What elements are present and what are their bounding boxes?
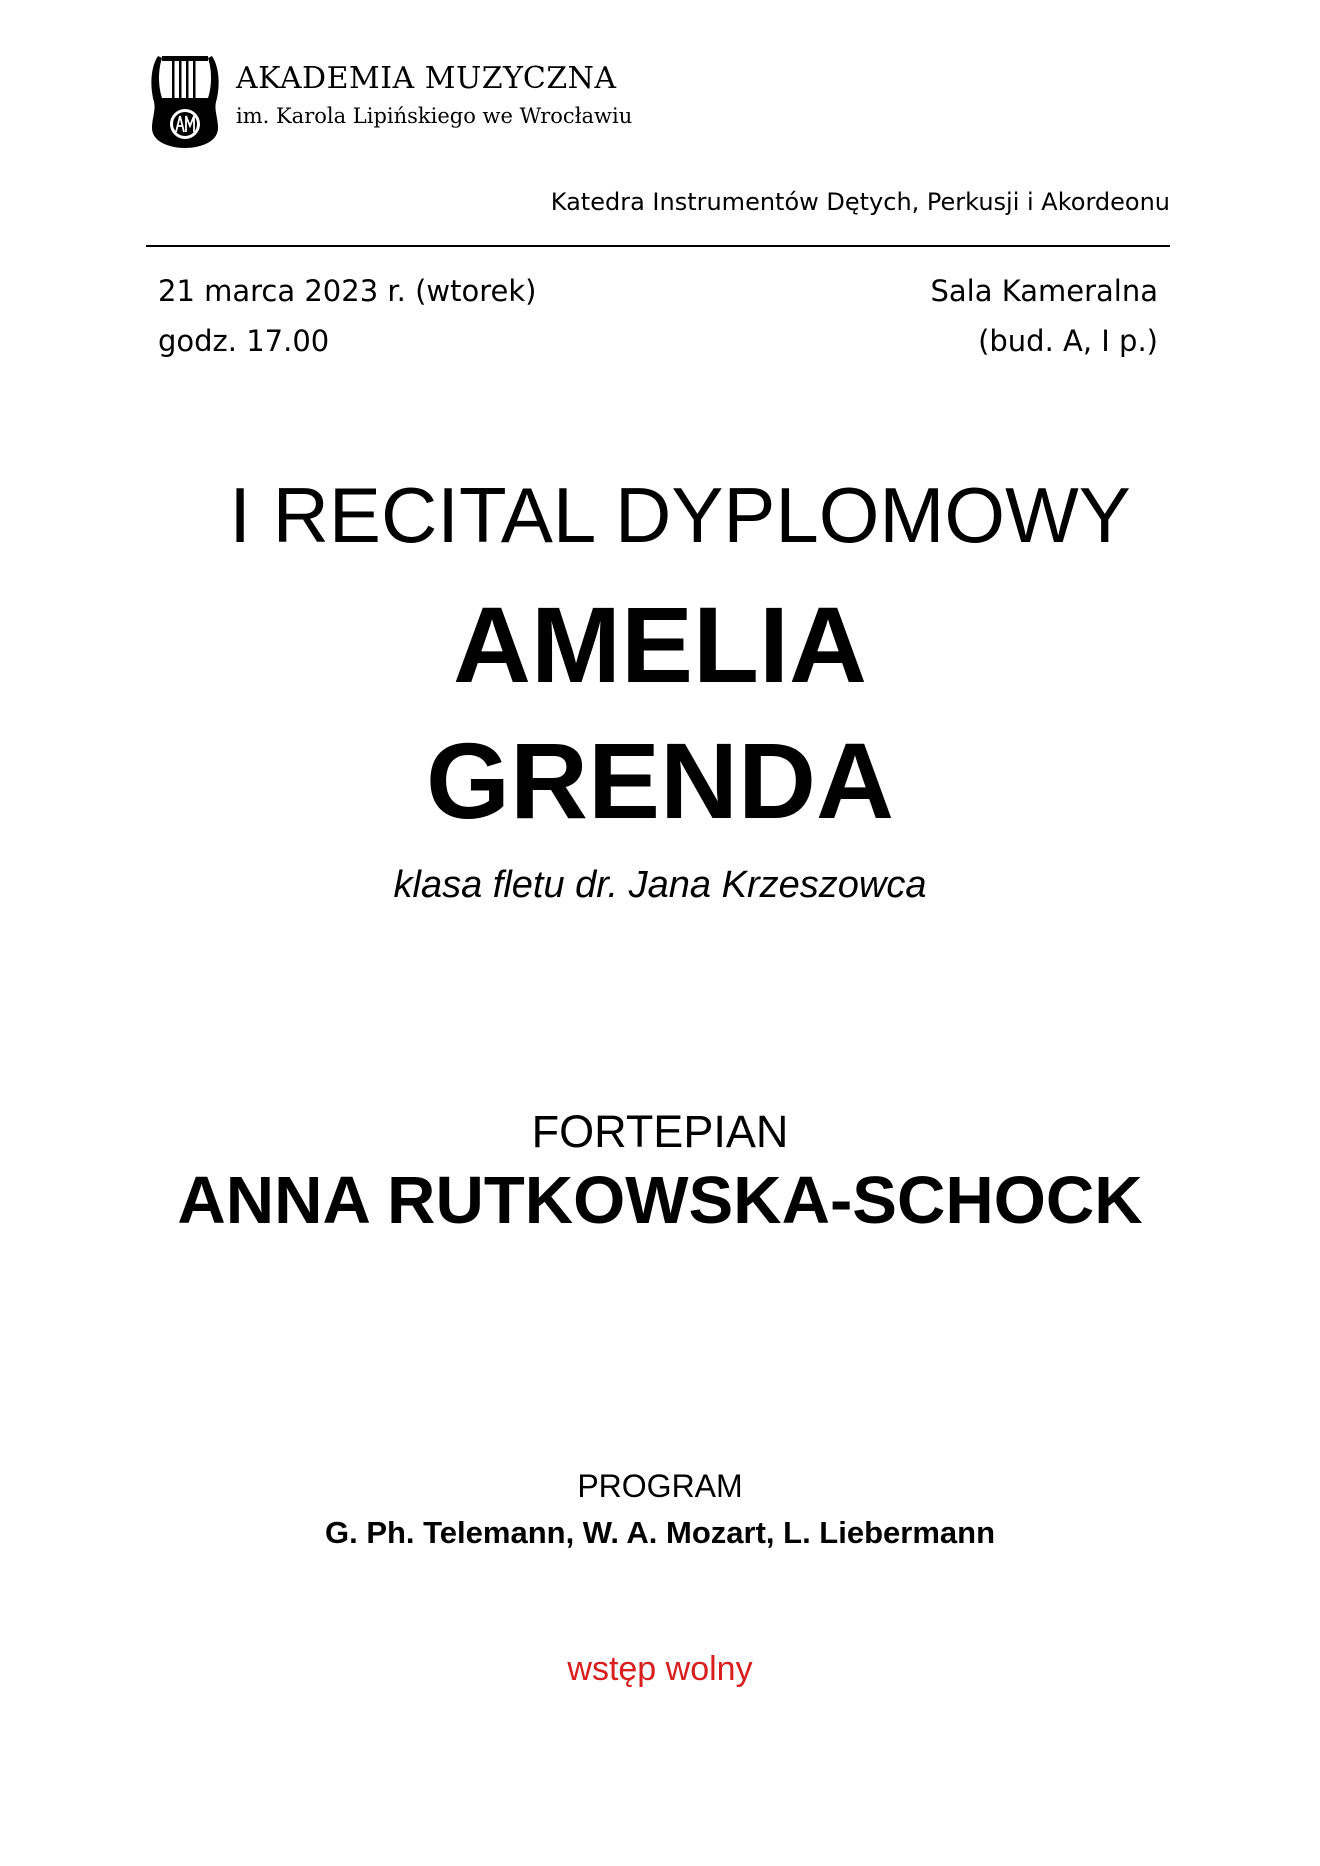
- accompanist-name: ANNA RUTKOWSKA-SCHOCK: [177, 1163, 1143, 1238]
- event-datetime: [158, 266, 536, 366]
- class-info: klasa fletu dr. Jana Krzeszowca: [393, 864, 927, 906]
- entry-note: wstęp wolny: [567, 1650, 753, 1688]
- department-name: Katedra Instrumentów Dętych, Perkusji i Akordeonu: [550, 188, 1170, 216]
- venue-detail: (bud. A, I p.): [978, 324, 1158, 358]
- performer-first-name: AMELIA: [453, 584, 867, 705]
- program-label: PROGRAM: [577, 1468, 743, 1504]
- program-composers: G. Ph. Telemann, W. A. Mozart, L. Liebermann: [324, 1515, 996, 1550]
- performer-last-name: GRENDA: [425, 720, 895, 841]
- accompanist-instrument: FORTEPIAN: [531, 1106, 789, 1157]
- event-venue: [931, 266, 1159, 366]
- institution-subtitle: im. Karola Lipińskiego we Wrocławiu: [236, 104, 633, 128]
- event-date: 21 marca 2023 r. (wtorek): [158, 274, 537, 308]
- recital-title: I RECITAL DYPLOMOWY: [229, 471, 1131, 559]
- header-divider: [146, 245, 1170, 247]
- lyre-logo-icon: [148, 48, 222, 148]
- event-time: godz. 17.00: [158, 324, 330, 358]
- venue-name: Sala Kameralna: [930, 274, 1158, 308]
- institution-name: AKADEMIA MUZYCZNA: [236, 61, 617, 96]
